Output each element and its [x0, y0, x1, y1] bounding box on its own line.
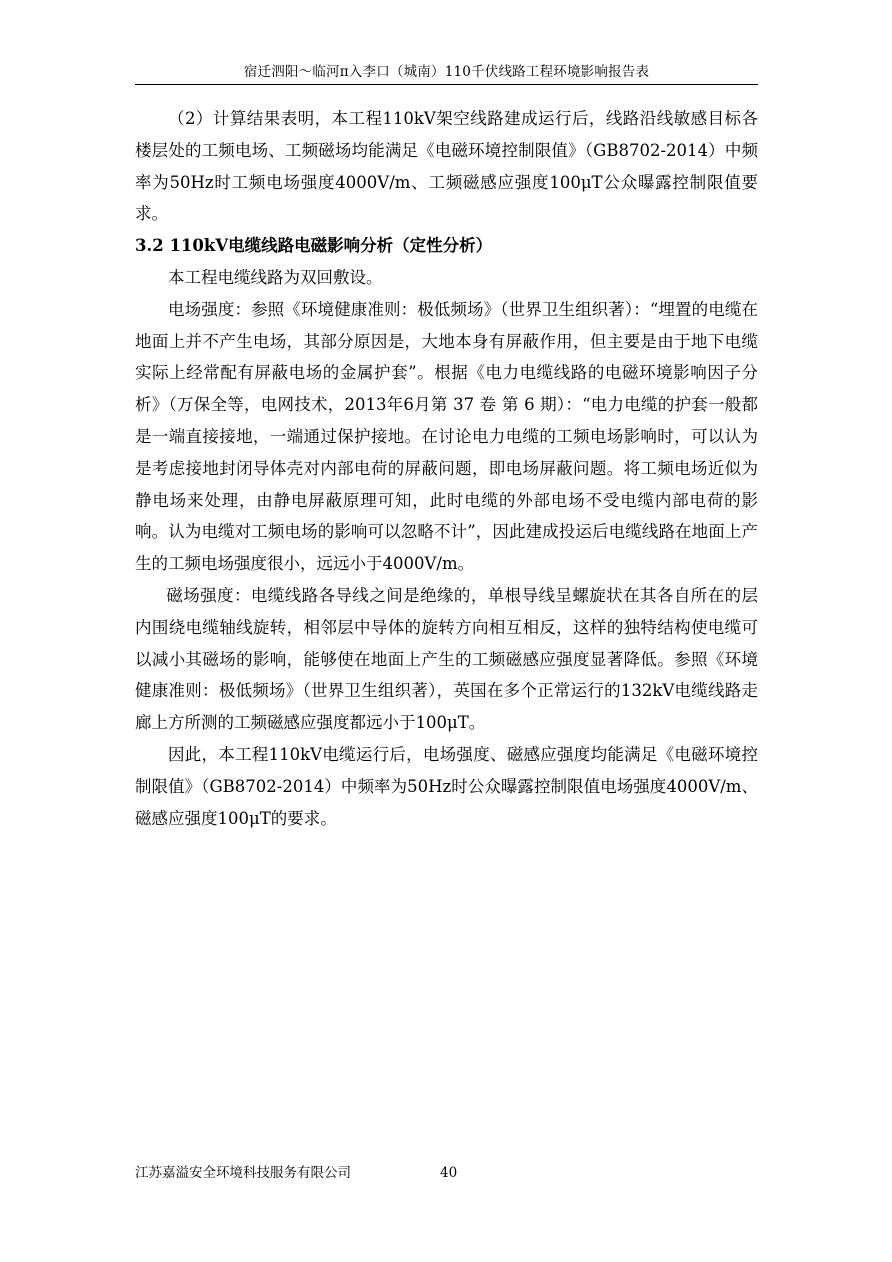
footer-company: 江苏嘉溢安全环境科技服务有限公司: [135, 1165, 351, 1181]
paragraph-conclusion: 因此，本工程110kV电缆运行后，电场强度、磁感应强度均能满足《电磁环境控制限值》（GB8702-2014）中频率为50Hz时公众曝露控制限值电场强度4000V/m、磁感应强度100μT的要求。: [135, 744, 758, 828]
paragraph-electric-field: 电场强度：参照《环境健康准则：极低频场》（世界卫生组织著）：“埋置的电缆在地面上并不产生电场，其部分原因是，大地本身有屏蔽作用，但主要是由于地下电缆实际上经常配有屏蔽电场的金属护套”。根据《电力电缆线路的电磁环境影响因子分析》（万保全等，电网技术，2013年6月第 37 卷 第 6 期）：“电力电缆的护套一般都是一端直接接地，一端通过保护接地。在讨论电力电缆的工频电场影响时，可以认为是考虑接地封闭导体壳对内部电荷的屏蔽问题，即电场屏蔽问题。将工频电场近似为静电场来处理，由静电屏蔽原理可知，此时电缆的外部电场不受电缆内部电荷的影响。认为电缆对工频电场的影响可以忽略不计”，因此建成投运后电缆线路在地面上产生的工频电场强度很小，远远小于4000V/m。: [135, 299, 758, 574]
section-heading: 3.2 110kV电缆线路电磁影响分析（定性分析）: [135, 236, 493, 256]
document-body: [135, 103, 758, 834]
header-title: 宿迁泗阳～临河π入李口（城南）110千伏线路工程环境影响报告表: [243, 64, 650, 80]
paragraph-magnetic-field: 磁场强度：电缆线路各导线之间是绝缘的，单根导线呈螺旋状在其各自所在的层内围绕电缆轴线旋转，相邻层中导体的旋转方向相互相反，这样的独特结构使电缆可以减小其磁场的影响，能够使在地面上产生的工频磁感应强度显著降低。参照《环境健康准则：极低频场》（世界卫生组织著），英国在多个正常运行的132kV电缆线路走廊上方所测的工频磁感应强度都远小于100μT。: [135, 585, 758, 733]
paragraph-calculation-result: （2）计算结果表明，本工程110kV架空线路建成运行后，线路沿线敏感目标各楼层处的工频电场、工频磁场均能满足《电磁环境控制限值》（GB8702-2014）中频率为50Hz时工频电场强度4000V/m、工频磁感应强度100μT公众曝露控制限值要求。: [135, 109, 758, 224]
page-number: 40: [440, 1165, 458, 1181]
page-header: [135, 62, 758, 85]
paragraph-cable-laying: 本工程电缆线路为双回敷设。: [168, 267, 383, 287]
